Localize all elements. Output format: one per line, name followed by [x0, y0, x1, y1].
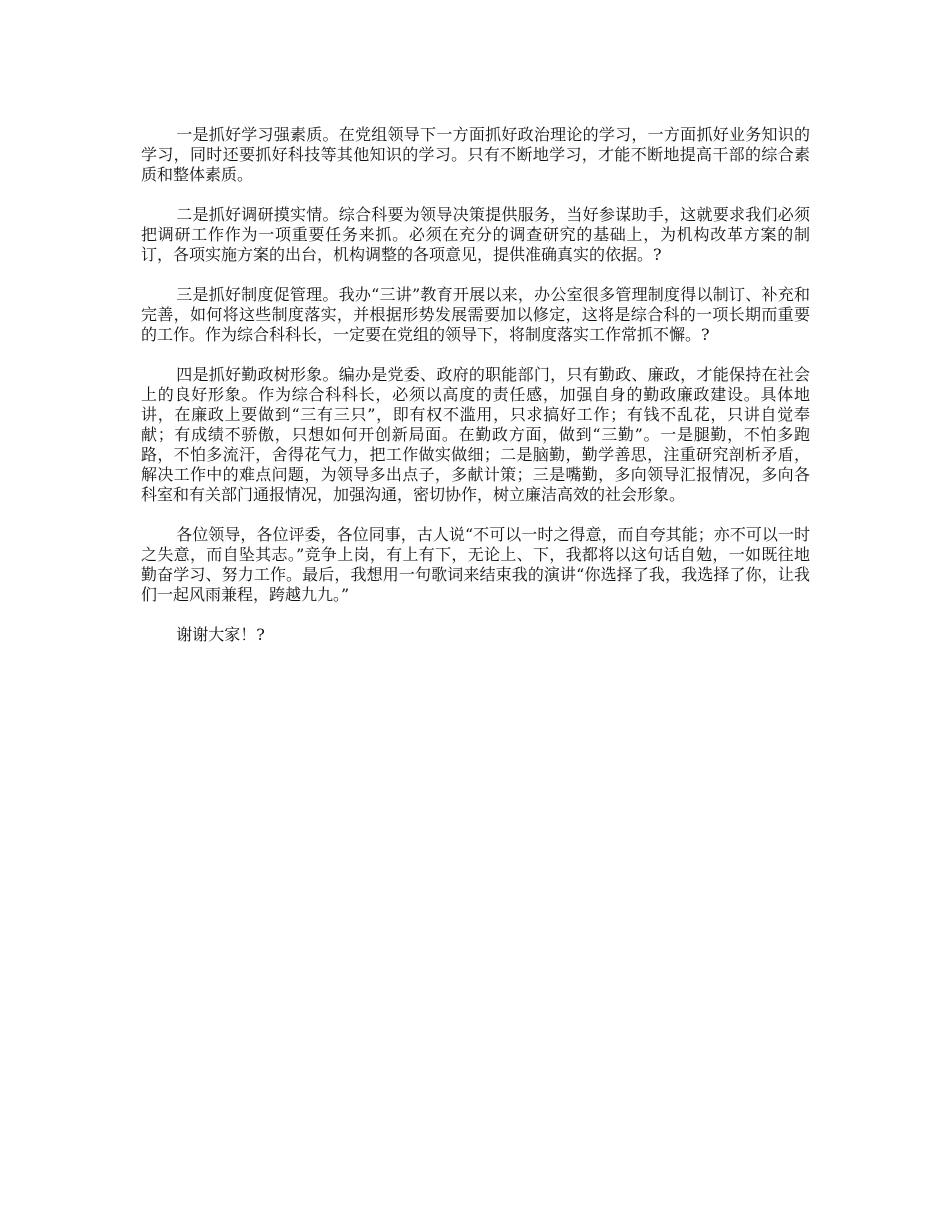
paragraph-thanks: 谢谢大家！? [176, 625, 265, 644]
document-body [141, 125, 810, 665]
paragraph-system: 三是抓好制度促管理。我办“三讲”教育开展以来，办公室很多管理制度得以制订、补充和完善，如何将这些制度落实，并根据形势发展需要加以修定，这将是综合科的一项长期而重要的工作。作为综合科科长，一定要在党组的领导下，将制度落实工作常抓不懈。? [141, 285, 810, 344]
paragraph-closing: 各位领导，各位评委，各位同事，古人说“不可以一时之得意，而自夸其能；亦不可以一时之失意，而自坠其志。”竞争上岗，有上有下，无论上、下，我都将以这句话自勉，一如既往地勤奋学习、努力工作。最后，我想用一句歌词来结束我的演讲“你选择了我，我选择了你，让我们一起风雨兼程，跨越九九。” [141, 525, 810, 604]
paragraph-research: 二是抓好调研摸实情。综合科要为领导决策提供服务，当好参谋助手，这就要求我们必须把调研工作作为一项重要任务来抓。必须在充分的调查研究的基础上，为机构改革方案的制订，各项实施方案的出台，机构调整的各项意见，提供准确真实的依据。? [141, 205, 810, 264]
paragraph-study: 一是抓好学习强素质。在党组领导下一方面抓好政治理论的学习，一方面抓好业务知识的学习，同时还要抓好科技等其他知识的学习。只有不断地学习，才能不断地提高干部的综合素质和整体素质。 [141, 125, 810, 184]
paragraph-diligence: 四是抓好勤政树形象。编办是党委、政府的职能部门，只有勤政、廉政，才能保持在社会上的良好形象。作为综合科科长，必须以高度的责任感，加强自身的勤政廉政建设。具体地讲，在廉政上要做到“三有三只”，即有权不滥用，只求搞好工作；有钱不乱花，只讲自觉奉献；有成绩不骄傲，只想如何开创新局面。在勤政方面，做到“三勤”。一是腿勤，不怕多跑路，不怕多流汗，舍得花气力，把工作做实做细；二是脑勤，勤学善思，注重研究剖析矛盾，解决工作中的难点问题，为领导多出点子，多献计策；三是嘴勤，多向领导汇报情况，多向各科室和有关部门通报情况，加强沟通，密切协作，树立廉洁高效的社会形象。 [141, 365, 810, 504]
